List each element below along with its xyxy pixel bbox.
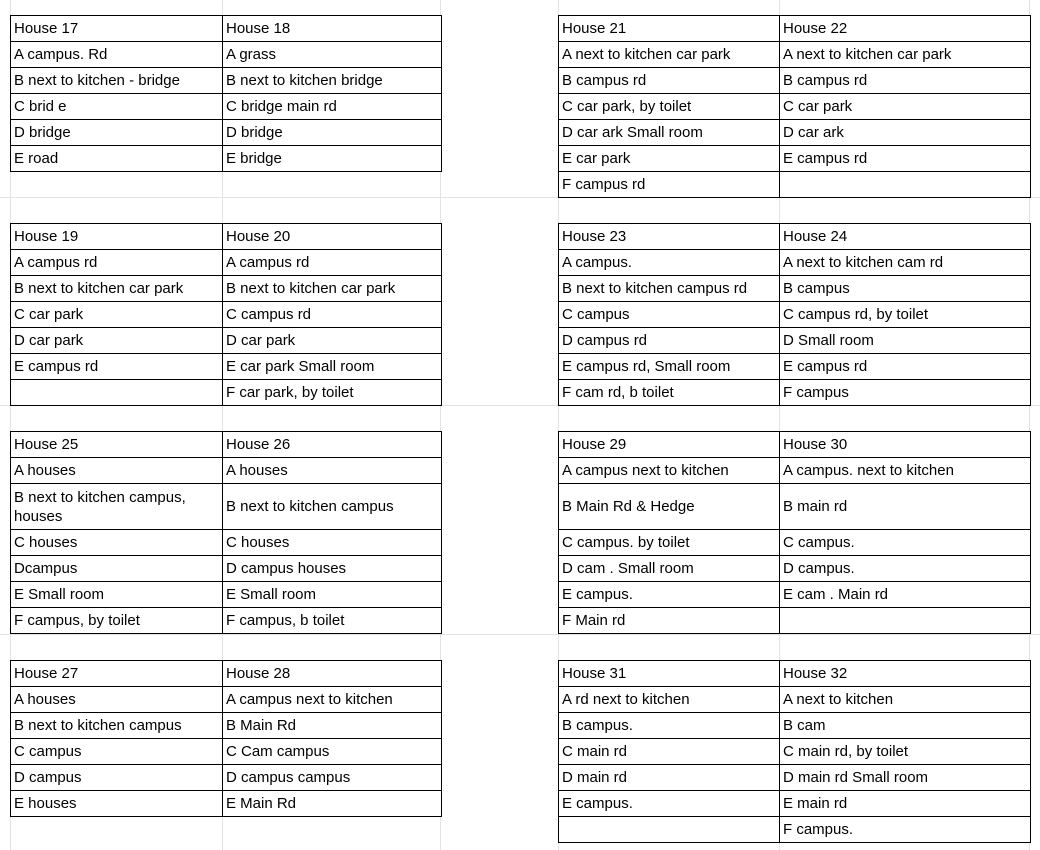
table-cell[interactable]: D Small room (780, 328, 1031, 354)
house-table (10, 15, 442, 172)
table-cell[interactable]: F Main rd (559, 608, 780, 634)
table-cell[interactable]: A campus rd (223, 250, 442, 276)
house-header-cell[interactable]: House 26 (223, 432, 442, 458)
table-cell[interactable]: A next to kitchen car park (559, 42, 780, 68)
table-cell[interactable]: E main rd (780, 791, 1031, 817)
table-cell[interactable]: B next to kitchen car park (223, 276, 442, 302)
table-cell[interactable]: D main rd (559, 765, 780, 791)
table-cell[interactable]: A campus next to kitchen (559, 458, 780, 484)
house-header-cell[interactable]: House 25 (11, 432, 223, 458)
table-cell[interactable]: B cam (780, 713, 1031, 739)
house-header-cell[interactable]: House 31 (559, 661, 780, 687)
table-cell[interactable]: E campus rd (11, 354, 223, 380)
house-table (10, 431, 442, 634)
table-cell[interactable]: A houses (11, 687, 223, 713)
table-cell[interactable] (780, 608, 1031, 634)
house-header-cell[interactable]: House 21 (559, 16, 780, 42)
table-cell[interactable]: B next to kitchen campus (223, 484, 442, 530)
table-cell[interactable]: A rd next to kitchen (559, 687, 780, 713)
house-header-cell[interactable]: House 17 (11, 16, 223, 42)
table-cell[interactable]: A houses (11, 458, 223, 484)
table-cell[interactable]: C car park, by toilet (559, 94, 780, 120)
table-cell[interactable] (559, 817, 780, 843)
table-cell[interactable]: F campus, b toilet (223, 608, 442, 634)
table-cell[interactable]: E bridge (223, 146, 442, 172)
table-cell[interactable]: E Main Rd (223, 791, 442, 817)
table-cell[interactable]: B Main Rd (223, 713, 442, 739)
table-cell[interactable]: F campus, by toilet (11, 608, 223, 634)
house-header-cell[interactable]: House 18 (223, 16, 442, 42)
table-cell[interactable]: D car ark Small room (559, 120, 780, 146)
table-cell[interactable]: E Small room (11, 582, 223, 608)
table-cell[interactable]: Dcampus (11, 556, 223, 582)
table-cell[interactable]: F car park, by toilet (223, 380, 442, 406)
table-cell[interactable]: B campus rd (559, 68, 780, 94)
table-cell[interactable]: D car park (223, 328, 442, 354)
table-cell[interactable]: E Small room (223, 582, 442, 608)
house-header-cell[interactable]: House 24 (780, 224, 1031, 250)
table-cell[interactable]: E road (11, 146, 223, 172)
house-header-cell[interactable]: House 30 (780, 432, 1031, 458)
house-header-cell[interactable]: House 28 (223, 661, 442, 687)
house-header-cell[interactable]: House 22 (780, 16, 1031, 42)
house-header-cell[interactable]: House 19 (11, 224, 223, 250)
table-cell[interactable]: C campus rd, by toilet (780, 302, 1031, 328)
house-table (558, 223, 1031, 406)
table-cell[interactable]: E campus. (559, 791, 780, 817)
table-cell[interactable]: E houses (11, 791, 223, 817)
table-cell[interactable]: D main rd Small room (780, 765, 1031, 791)
table-cell[interactable]: A next to kitchen car park (780, 42, 1031, 68)
table-cell[interactable]: E car park (559, 146, 780, 172)
table-cell[interactable]: F cam rd, b toilet (559, 380, 780, 406)
table-cell[interactable]: D campus campus (223, 765, 442, 791)
table-cell[interactable]: C main rd, by toilet (780, 739, 1031, 765)
house-header-cell[interactable]: House 29 (559, 432, 780, 458)
table-cell[interactable]: C car park (11, 302, 223, 328)
table-cell[interactable]: E car park Small room (223, 354, 442, 380)
table-cell[interactable]: E campus rd (780, 146, 1031, 172)
table-cell[interactable]: C houses (223, 530, 442, 556)
table-cell[interactable]: D bridge (223, 120, 442, 146)
table-cell[interactable]: A campus. (559, 250, 780, 276)
table-cell[interactable]: C campus. by toilet (559, 530, 780, 556)
table-cell[interactable]: A next to kitchen cam rd (780, 250, 1031, 276)
table-cell[interactable]: B next to kitchen campus rd (559, 276, 780, 302)
table-cell[interactable]: A campus rd (11, 250, 223, 276)
house-table (558, 15, 1031, 198)
table-cell[interactable]: B Main Rd & Hedge (559, 484, 780, 530)
table-cell[interactable]: C main rd (559, 739, 780, 765)
table-cell[interactable]: C houses (11, 530, 223, 556)
table-cell[interactable]: D campus rd (559, 328, 780, 354)
house-header-cell[interactable]: House 20 (223, 224, 442, 250)
table-cell empty[interactable] (780, 172, 1031, 198)
table-cell[interactable]: A campus next to kitchen (223, 687, 442, 713)
table-cell[interactable]: B next to kitchen - bridge (11, 68, 223, 94)
table-cell[interactable]: D campus (11, 765, 223, 791)
gridline (0, 634, 1040, 635)
table-cell[interactable]: C Cam campus (223, 739, 442, 765)
table-cell[interactable]: B campus (780, 276, 1031, 302)
table-cell[interactable]: B next to kitchen car park (11, 276, 223, 302)
table-cell[interactable]: A campus. next to kitchen (780, 458, 1031, 484)
table-cell[interactable]: B next to kitchen campus (11, 713, 223, 739)
table-cell[interactable]: C car park (780, 94, 1031, 120)
house-table (558, 660, 1031, 843)
table-cell[interactable]: E cam . Main rd (780, 582, 1031, 608)
table-cell[interactable]: D campus. (780, 556, 1031, 582)
table-cell[interactable]: D campus houses (223, 556, 442, 582)
table-cell[interactable]: C campus (559, 302, 780, 328)
table-cell[interactable]: A next to kitchen (780, 687, 1031, 713)
table-cell[interactable]: C campus (11, 739, 223, 765)
table-cell[interactable]: A grass (223, 42, 442, 68)
table-cell[interactable]: C campus. (780, 530, 1031, 556)
house-table (558, 431, 1031, 634)
table-cell[interactable]: A houses (223, 458, 442, 484)
table-cell[interactable]: C bridge main rd (223, 94, 442, 120)
table-cell[interactable]: D car park (11, 328, 223, 354)
table-cell[interactable]: D car ark (780, 120, 1031, 146)
table-cell[interactable]: F campus (780, 380, 1031, 406)
table-cell[interactable]: B campus. (559, 713, 780, 739)
table-cell[interactable]: F campus rd (559, 172, 780, 198)
table-cell[interactable]: B next to kitchen bridge (223, 68, 442, 94)
table-cell[interactable]: E campus. (559, 582, 780, 608)
table-cell[interactable] (11, 380, 223, 406)
house-header-cell[interactable]: House 27 (11, 661, 223, 687)
table-cell[interactable]: C campus rd (223, 302, 442, 328)
house-header-cell[interactable]: House 32 (780, 661, 1031, 687)
table-cell[interactable]: B main rd (780, 484, 1031, 530)
table-cell[interactable]: F campus. (780, 817, 1031, 843)
house-table (10, 660, 442, 817)
table-cell[interactable]: E campus rd (780, 354, 1031, 380)
house-table (10, 223, 442, 406)
table-cell[interactable]: B next to kitchen campus, houses (11, 484, 223, 530)
house-header-cell[interactable]: House 23 (559, 224, 780, 250)
table-cell[interactable]: C brid e (11, 94, 223, 120)
table-cell[interactable]: A campus. Rd (11, 42, 223, 68)
table-cell[interactable]: B campus rd (780, 68, 1031, 94)
table-cell[interactable]: D cam . Small room (559, 556, 780, 582)
table-cell[interactable]: E campus rd, Small room (559, 354, 780, 380)
table-cell[interactable]: D bridge (11, 120, 223, 146)
